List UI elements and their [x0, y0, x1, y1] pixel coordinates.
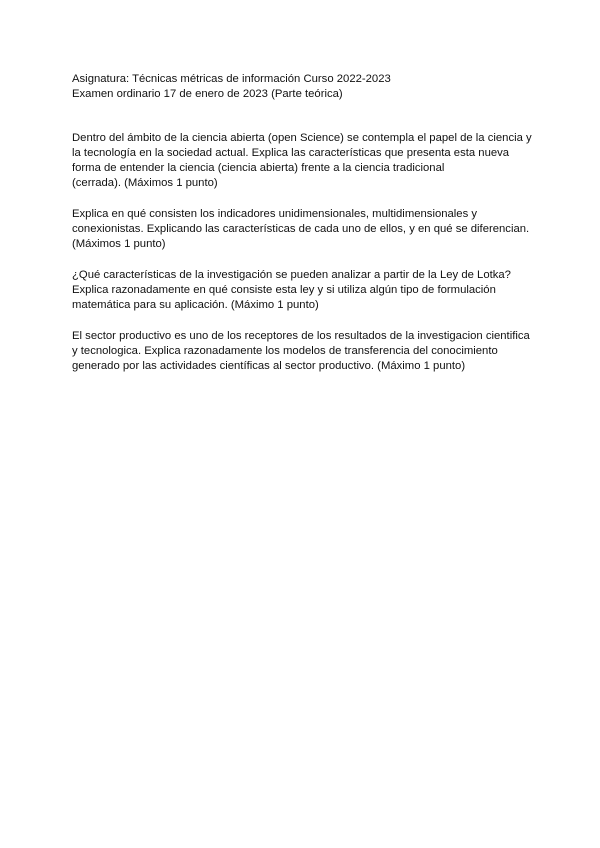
question-line: El sector productivo es uno de los receptores de los resultados de la investigacion cientifica	[72, 330, 530, 342]
question-line: Dentro del ámbito de la ciencia abierta (open Science) se contempla el papel de la ciencia y	[72, 132, 532, 144]
question-line: Explica en qué consisten los indicadores unidimensionales, multidimensionales y	[72, 208, 478, 220]
question-line: forma de entender la ciencia (ciencia abierta) frente a la ciencia tradicional	[72, 162, 445, 174]
question-1	[72, 131, 540, 191]
question-line: conexionistas. Explicando las características de cada uno de ellos, y en qué se diferencian.	[72, 223, 530, 235]
question-list	[72, 131, 540, 390]
question-line: (Máximos 1 punto)	[72, 238, 166, 250]
exam-date-line: Examen ordinario 17 de enero de 2023 (Parte teórica)	[72, 88, 343, 100]
question-line: generado por las actividades científicas al sector productivo. (Máximo 1 punto)	[72, 360, 466, 372]
question-line: Explica razonadamente en qué consiste esta ley y si utiliza algún tipo de formulación	[72, 284, 496, 296]
question-line: (cerrada). (Máximos 1 punto)	[72, 177, 218, 189]
question-4	[72, 329, 540, 374]
question-line: ¿Qué características de la investigación se pueden analizar a partir de la Ley de Lotka?	[72, 269, 511, 281]
exam-header	[72, 72, 542, 102]
question-2	[72, 207, 540, 252]
question-3	[72, 268, 540, 313]
question-line: y tecnologica. Explica razonadamente los modelos de transferencia del conocimiento	[72, 345, 498, 357]
course-line: Asignatura: Técnicas métricas de información Curso 2022-2023	[72, 73, 391, 85]
question-line: matemática para su aplicación. (Máximo 1 punto)	[72, 299, 319, 311]
question-line: la tecnología en la sociedad actual. Explica las características que presenta esta nueva	[72, 147, 510, 159]
